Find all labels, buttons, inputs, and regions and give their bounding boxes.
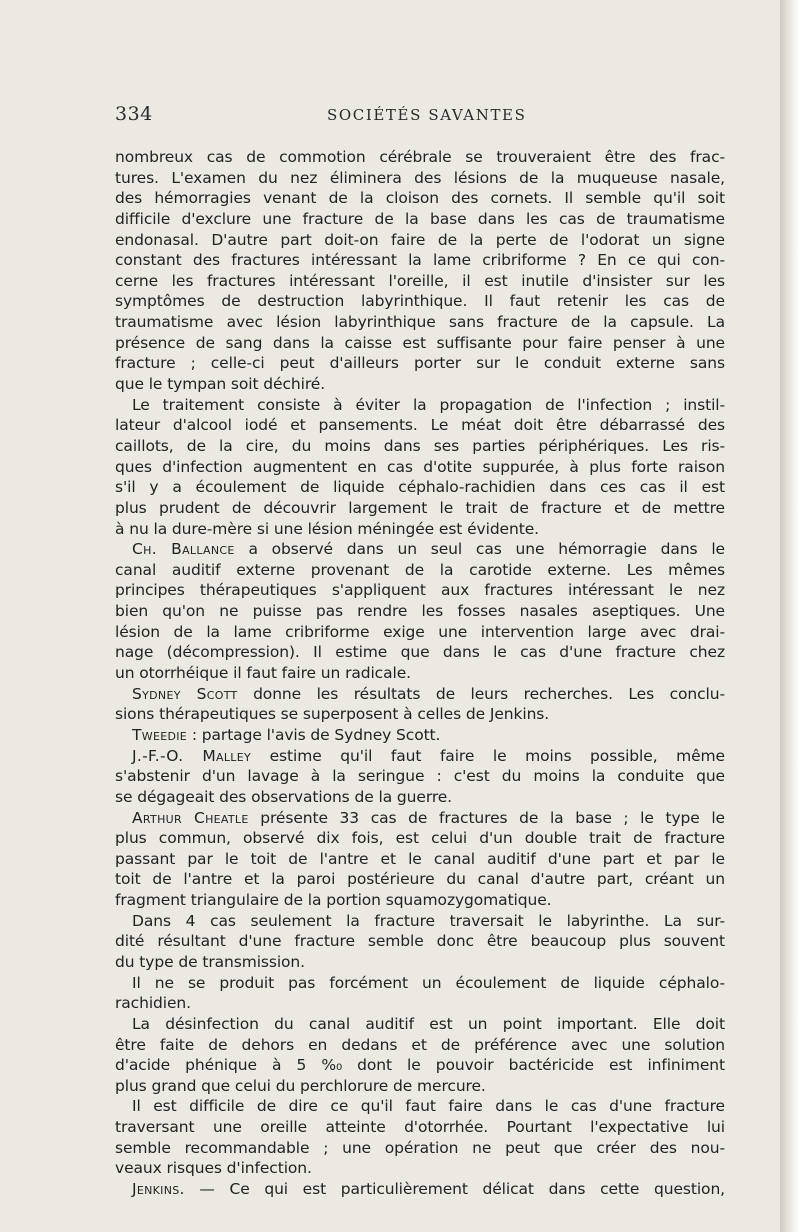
text-line	[115, 869, 725, 890]
text-line	[115, 1158, 725, 1179]
line-text: Dans 4 cas seulement la fracture traversait le labyrinthe. La sur-	[132, 911, 725, 930]
text-line	[115, 374, 725, 395]
text-line	[115, 993, 725, 1014]
speaker-name: Arthur Cheatle	[132, 808, 249, 827]
text-line	[115, 849, 725, 870]
text-line	[115, 147, 725, 168]
text-line	[115, 725, 725, 746]
line-text: difficile d'exclure une fracture de la base dans les cas de traumatisme	[115, 209, 725, 228]
text-line	[115, 209, 725, 230]
line-text: Le traitement consiste à éviter la propagation de l'infection ; instil-	[132, 395, 725, 414]
text-line	[115, 333, 725, 354]
text-line	[115, 1014, 725, 1035]
text-line	[115, 498, 725, 519]
text-line	[115, 477, 725, 498]
speaker-name: Tweedie	[132, 725, 188, 744]
speaker-name: Jenkins.	[132, 1180, 185, 1199]
text-line	[115, 539, 725, 560]
text-line	[115, 1117, 725, 1138]
line-text: nombreux cas de commotion cérébrale se trouveraient être des frac-	[115, 148, 725, 166]
running-head	[115, 103, 735, 129]
line-text: Il est difficile de dire ce qu'il faut faire dans le cas d'une fracture	[132, 1097, 725, 1116]
body-text	[115, 147, 725, 1200]
line-text: lésion de la lame cribriforme exige une intervention large avec drai-	[115, 622, 725, 641]
text-line	[115, 828, 725, 849]
line-text: principes thérapeutiques s'appliquent aux fractures intéressant le nez	[115, 581, 725, 600]
line-text: toit de l'antre et la paroi postérieure du canal d'autre part, créant un	[115, 870, 725, 889]
text-line	[115, 601, 725, 622]
line-text: s'il y a écoulement de liquide céphalo-rachidien dans ces cas il est	[115, 478, 725, 497]
line-text: traumatisme avec lésion labyrinthique sans fracture de la capsule. La	[115, 313, 725, 332]
text-line	[115, 436, 725, 457]
text-line	[115, 1076, 725, 1097]
line-text: caillots, de la cire, du moins dans ses parties périphériques. Les ris-	[115, 436, 725, 455]
text-line	[115, 415, 725, 436]
text-line	[115, 704, 725, 725]
line-text: bien qu'on ne puisse pas rendre les fosses nasales aseptiques. Une	[115, 602, 725, 621]
text-line	[115, 395, 725, 416]
running-title: SOCIÉTÉS SAVANTES	[327, 106, 527, 124]
line-text: plus grand que celui du perchlorure de mercure.	[115, 1076, 486, 1095]
line-text: à nu la dure-mère si une lésion méningée est évidente.	[115, 519, 539, 538]
speaker-name: Sydney Scott	[132, 684, 238, 703]
line-text: Il ne se produit pas forcément un écoulement de liquide céphalo-	[132, 973, 725, 992]
text-line	[115, 168, 725, 189]
line-text: fracture ; celle-ci peut d'ailleurs porter sur le conduit externe sans	[115, 354, 725, 373]
text-line	[115, 1035, 725, 1056]
line-text: a observé dans un seul cas une hémorragie dans le	[234, 540, 725, 559]
text-line	[115, 684, 725, 705]
line-text: tures. L'examen du nez éliminera des lésions de la muqueuse nasale,	[115, 168, 725, 187]
speaker-name: Ch. Ballance	[132, 540, 235, 559]
text-line	[115, 353, 725, 374]
text-line	[115, 271, 725, 292]
line-text: endonasal. D'autre part doit-on faire de la perte de l'odorat un signe	[115, 230, 725, 249]
text-line	[115, 230, 725, 251]
line-text: nage (décompression). Il estime que dans le cas d'une fracture chez	[115, 643, 725, 662]
text-line	[115, 250, 725, 271]
line-text: constant des fractures intéressant la lame cribriforme ? En ce qui con-	[115, 251, 725, 270]
text-line	[115, 663, 725, 684]
line-text: s'abstenir d'un lavage à la seringue : c'est du moins la conduite que	[115, 767, 725, 786]
line-text: plus commun, observé dix fois, est celui d'un double trait de fracture	[115, 829, 725, 848]
line-text: rachidien.	[115, 994, 191, 1013]
line-text: estime qu'il faut faire le moins possible, même	[251, 746, 725, 765]
line-text: présence de sang dans la caisse est suffisante pour faire penser à une	[115, 333, 725, 352]
line-text: présente 33 cas de fractures de la base ; le type le	[248, 808, 725, 827]
page-edge	[780, 0, 800, 1232]
text-line	[115, 911, 725, 932]
text-line	[115, 808, 725, 829]
text-line	[115, 312, 725, 333]
text-line	[115, 890, 725, 911]
text-line	[115, 457, 725, 478]
line-text: semble recommandable ; une opération ne peut que créer des nou-	[115, 1138, 725, 1157]
text-line	[115, 622, 725, 643]
line-text: que le tympan soit déchiré.	[115, 375, 326, 394]
line-text: — Ce qui est particulièrement délicat dans cette question,	[184, 1180, 725, 1199]
text-line	[115, 766, 725, 787]
line-text: fragment triangulaire de la portion squamozygomatique.	[115, 891, 552, 910]
text-line	[115, 787, 725, 808]
line-text: des hémorragies venant de la cloison des cornets. Il semble qu'il soit	[115, 189, 725, 208]
line-text: donne les résultats de leurs recherches. Les conclu-	[237, 684, 725, 703]
text-line	[115, 931, 725, 952]
text-line	[115, 1179, 725, 1200]
text-line	[115, 1138, 725, 1159]
line-text: plus prudent de découvrir largement le trait de fracture et de mettre	[115, 498, 725, 517]
line-text: se dégageait des observations de la guerre.	[115, 787, 453, 806]
text-line	[115, 746, 725, 767]
line-text: lateur d'alcool iodé et pansements. Le méat doit être débarrassé des	[115, 416, 725, 435]
text-line	[115, 1055, 725, 1076]
text-line	[115, 519, 725, 540]
text-line	[115, 642, 725, 663]
line-text: cerne les fractures intéressant l'oreille, il est inutile d'insister sur les	[115, 271, 725, 290]
line-text: La désinfection du canal auditif est un point important. Elle doit	[132, 1014, 725, 1033]
line-text: ques d'infection augmentent en cas d'otite suppurée, à plus forte raison	[115, 457, 725, 476]
text-line	[115, 973, 725, 994]
text-line	[115, 560, 725, 581]
line-text: canal auditif externe provenant de la carotide externe. Les mêmes	[115, 560, 725, 579]
line-text: du type de transmission.	[115, 952, 305, 971]
text-line	[115, 952, 725, 973]
line-text: d'acide phénique à 5 %₀ dont le pouvoir bactéricide est infiniment	[115, 1056, 725, 1075]
line-text: traversant une oreille atteinte d'otorrhée. Pourtant l'expectative lui	[115, 1118, 725, 1137]
line-text: dité résultant d'une fracture semble donc être beaucoup plus souvent	[115, 932, 725, 951]
text-line	[115, 291, 725, 312]
text-line	[115, 580, 725, 601]
line-text: passant par le toit de l'antre et le canal auditif d'une part et par le	[115, 849, 725, 868]
text-line	[115, 1096, 725, 1117]
line-text: un otorrhéique il faut faire un radicale.	[115, 664, 411, 683]
line-text: sions thérapeutiques se superposent à celles de Jenkins.	[115, 705, 550, 724]
line-text: symptômes de destruction labyrinthique. Il faut retenir les cas de	[115, 292, 725, 311]
text-line	[115, 188, 725, 209]
line-text: veaux risques d'infection.	[115, 1159, 312, 1178]
line-text: : partage l'avis de Sydney Scott.	[187, 725, 441, 744]
line-text: être faite de dehors en dedans et de préférence avec une solution	[115, 1035, 725, 1054]
page-number: 334	[115, 103, 153, 125]
speaker-name: J.-F.-O. Malley	[132, 746, 251, 765]
